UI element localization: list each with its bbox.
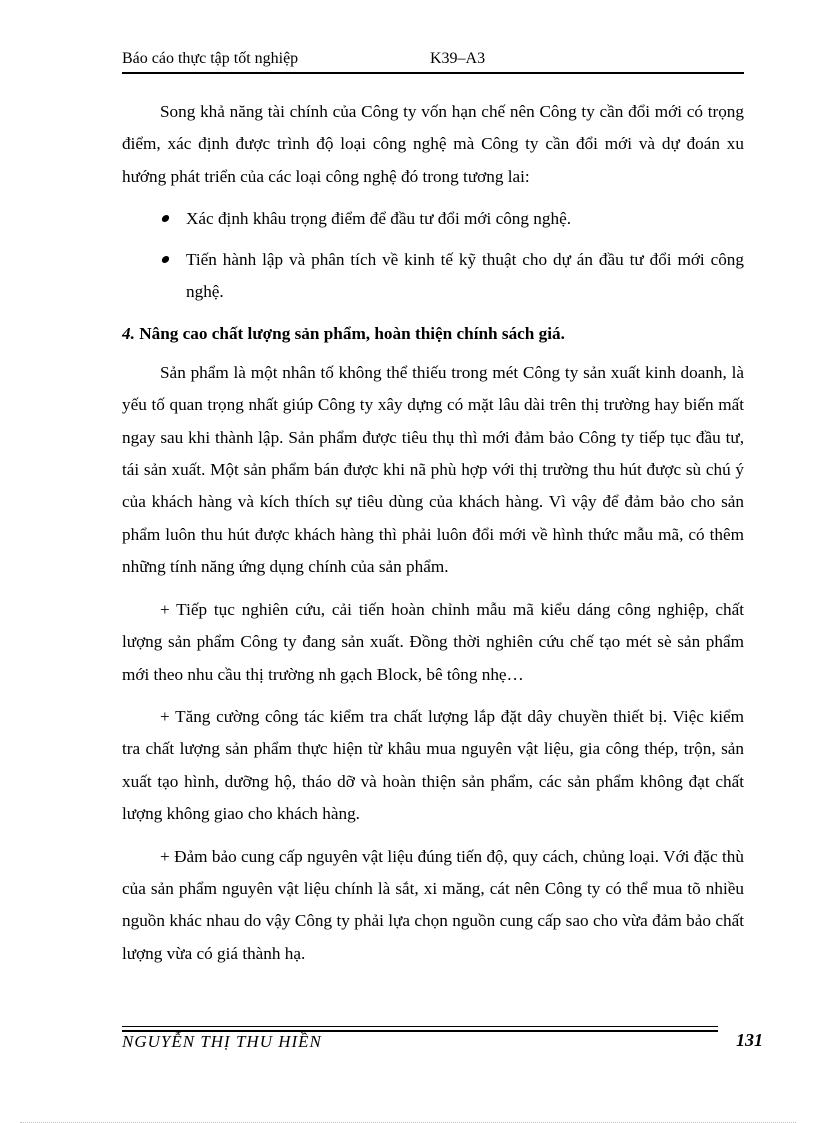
list-item	[122, 203, 744, 235]
paragraph-research: + Tiếp tục nghiên cứu, cải tiến hoàn chỉnh mẫu mã kiểu dáng công nghiệp, chất lượng sản phẩm Công ty đang sản xuất. Đồng thời nghiên cứu chế tạo mét sè sản phẩm mới theo nhu cầu thị trường nh gạch Block, bê tông nhẹ…	[122, 599, 744, 684]
paragraph-product: Sản phẩm là một nhân tố không thể thiếu trong mét Công ty sản xuất kinh doanh, là yếu tố quan trọng nhất giúp Công ty xây dựng có mặt lâu dài trên thị trường hay biến mất ngay sau khi thành lập. Sản phẩm được tiêu thụ thì mới đảm bảo Công ty tiếp tục đầu tư, tái sản xuất. Một sản phẩm bán được khi nã phù hợp với thị trường thu hút được sù chú ý của khách hàng và kích thích sự tiêu dùng của khách hàng. Vì vậy để đảm bảo cho sản phẩm luôn thu hút được khách hàng thì phải luôn đổi mới về hình thức mẫu mã, có thêm những tính năng ứng dụng chính của sản phẩm.	[122, 362, 744, 577]
author-name: NGUYỄN THỊ THU HIỀN	[122, 1032, 322, 1051]
bullet-icon	[161, 256, 170, 263]
section-number: 4.	[122, 324, 135, 344]
paragraph-materials: + Đảm bảo cung cấp nguyên vật liệu đúng tiến độ, quy cách, chủng loại. Với đặc thù của sản phẩm nguyên vật liệu chính là sắt, xi măng, cát nên Công ty có thể mua tõ nhiều nguồn khác nhau do vậy Công ty phải lựa chọn nguồn cung cấp sao cho vừa đảm bảo chất lượng vừa có giá thành hạ.	[122, 846, 744, 963]
page-number: 131	[736, 1030, 763, 1050]
page-header	[122, 50, 744, 72]
page-content	[122, 96, 744, 980]
bullet-list	[122, 203, 744, 308]
section-heading	[122, 318, 744, 350]
footer-rule-thin	[122, 1026, 718, 1027]
paragraph-intro: Song khả năng tài chính của Công ty vốn hạn chế nên Công ty cần đổi mới có trọng điểm, xác định được trình độ loại công nghệ mà Công ty cần đổi mới và dự đoán xu hướng phát triển của các loại công nghệ đó trong tương lai:	[122, 102, 744, 186]
header-rule	[122, 72, 744, 74]
paragraph-quality: + Tăng cường công tác kiểm tra chất lượng lắp đặt dây chuyền thiết bị. Việc kiểm tra chất lượng sản phẩm thực hiện từ khâu mua nguyên vật liệu, gia công thép, trộn, sản xuất tạo hình, dưỡng hộ, tháo dỡ và hoàn thiện sản phẩm, các sản phẩm không đạt chất lượng không giao cho khách hàng.	[122, 706, 744, 824]
report-title: Báo cáo thực tập tốt nghiệp	[122, 50, 299, 67]
bullet-text: Xác định khâu trọng điểm để đầu tư đổi mới công nghệ.	[186, 209, 571, 229]
class-code: K39–A3	[430, 50, 486, 67]
bullet-icon	[161, 215, 170, 222]
section-title: Nâng cao chất lượng sản phẩm, hoàn thiện chính sách giá.	[139, 324, 565, 344]
bullet-text: Tiến hành lập và phân tích về kinh tế kỹ thuật cho dự án đầu tư đổi mới công nghệ.	[186, 249, 744, 302]
list-item	[122, 244, 744, 309]
